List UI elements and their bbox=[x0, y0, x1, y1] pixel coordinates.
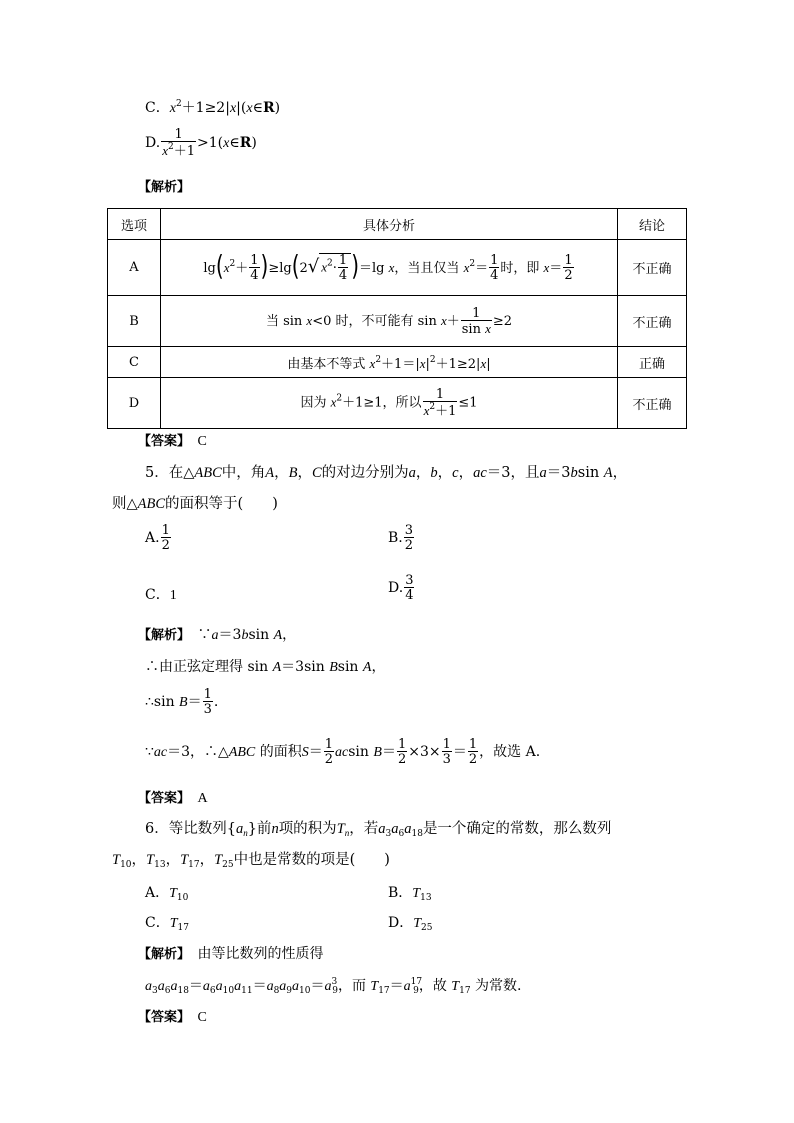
q6-option-d: D．$T_{25}$ bbox=[388, 915, 433, 933]
table-row bbox=[108, 378, 687, 429]
row-a-option: A bbox=[108, 240, 161, 296]
q4-option-d-label: D. bbox=[145, 135, 161, 151]
q4-answer-value: C bbox=[197, 434, 207, 449]
analysis-table bbox=[107, 208, 687, 429]
q4-option-c: C．$x^2+1\ge 2|x|(x\in R)$ bbox=[145, 99, 281, 116]
row-a-analysis: $\lg(x^2+$ $\frac{1}{4}$ )≥lg(2√ $x^2\cdot$ $\frac{1}{4}$ )＝lg x，当且仅当 $x^2=$ $\frac{1}{4}$ 时，即 x＝ $\frac{1}{2}$ bbox=[161, 240, 618, 296]
q4-analysis-tag: 【解析】 bbox=[138, 180, 191, 195]
q5-option-a: A. $\frac{1}{2}$ bbox=[145, 523, 170, 553]
q5-option-c: C．1 bbox=[145, 587, 177, 603]
table-row bbox=[108, 347, 687, 378]
q5-analysis-4: ∵ac＝3，∴△ABC 的面积S＝ $\frac{1}{2}$ acsin B＝ $\frac{1}{2}$ ×3× $\frac{1}{3}$ ＝ $\frac{1}{2}$ ，故选 A. bbox=[145, 737, 541, 767]
table-header-conclusion: 结论 bbox=[618, 209, 687, 240]
q5-stem-line2: 则△ABC的面积等于( ) bbox=[112, 496, 278, 512]
row-d-analysis: 因为 $x^2+1\ge 1$，所以 $\frac{1}{x^2+1}$ ≤1 bbox=[161, 378, 618, 429]
q5-analysis-1: 【解析】 ∵a＝3bsin A， bbox=[138, 627, 297, 643]
q4-option-d: D. $\frac{1}{x^2+1}$ >1(x∈R) bbox=[145, 127, 257, 159]
row-c-conclusion: 正确 bbox=[618, 347, 687, 378]
q6-analysis-2: $a_3a_6a_{18}=a_6a_{10}a_{11}=a_8a_9a_{10}=a^3_9$，而 $T_{17}=a^{17}_9$，故 $T_{17}$ 为常数. bbox=[145, 977, 522, 996]
q6-option-c: C．$T_{17}$ bbox=[145, 915, 189, 933]
row-d-option: D bbox=[108, 378, 161, 429]
row-b-analysis: 当 sin x<0 时，不可能有 sin x＋ $\frac{1}{\text{sin x}}$ ≥2 bbox=[161, 296, 618, 347]
table-row bbox=[108, 240, 687, 296]
q4-answer-tag: 【答案】 bbox=[138, 434, 184, 449]
table-row bbox=[108, 296, 687, 347]
q6-option-b: B．$T_{13}$ bbox=[388, 885, 432, 903]
table-header-option: 选项 bbox=[108, 209, 161, 240]
q4-option-d-num: 1 bbox=[174, 127, 183, 142]
q5-stem-line1: 5．在△ABC中，角A，B，C的对边分别为a，b，c，ac＝3，且a＝3bsin A， bbox=[145, 465, 628, 481]
row-c-analysis: 由基本不等式 $x^2+1=|x|^2+1\ge 2|x|$ bbox=[161, 347, 618, 378]
row-b-option: B bbox=[108, 296, 161, 347]
row-c-option: C bbox=[108, 347, 161, 378]
q6-option-a: A．$T_{10}$ bbox=[145, 885, 189, 903]
table-header-analysis: 具体分析 bbox=[161, 209, 618, 240]
q6-stem-line2: $T_{10}$，$T_{13}$，$T_{17}$，$T_{25}$中也是常数的项是( ) bbox=[112, 852, 390, 870]
q6-answer: 【答案】 C bbox=[138, 1010, 207, 1025]
q5-answer: 【答案】 A bbox=[138, 791, 208, 806]
row-d-conclusion: 不正确 bbox=[618, 378, 687, 429]
q5-option-d: D. $\frac{3}{4}$ bbox=[388, 573, 414, 603]
q5-analysis-3: ∴sin B＝ $\frac{1}{3}$ . bbox=[145, 687, 219, 717]
q6-stem-line1: 6．等比数列$\{a_n\}$前n项的积为$T_n$，若$a_3a_6a_{18}$是一个确定的常数，那么数列 bbox=[145, 821, 612, 839]
row-a-conclusion: 不正确 bbox=[618, 240, 687, 296]
q4-answer bbox=[138, 434, 207, 449]
q6-analysis-1: 【解析】 由等比数列的性质得 bbox=[138, 946, 324, 962]
q5-analysis-2: ∴由正弦定理得 sin A＝3sin Bsin A， bbox=[145, 659, 386, 675]
q5-option-b: B. $\frac{3}{2}$ bbox=[388, 523, 414, 553]
row-b-conclusion: 不正确 bbox=[618, 296, 687, 347]
